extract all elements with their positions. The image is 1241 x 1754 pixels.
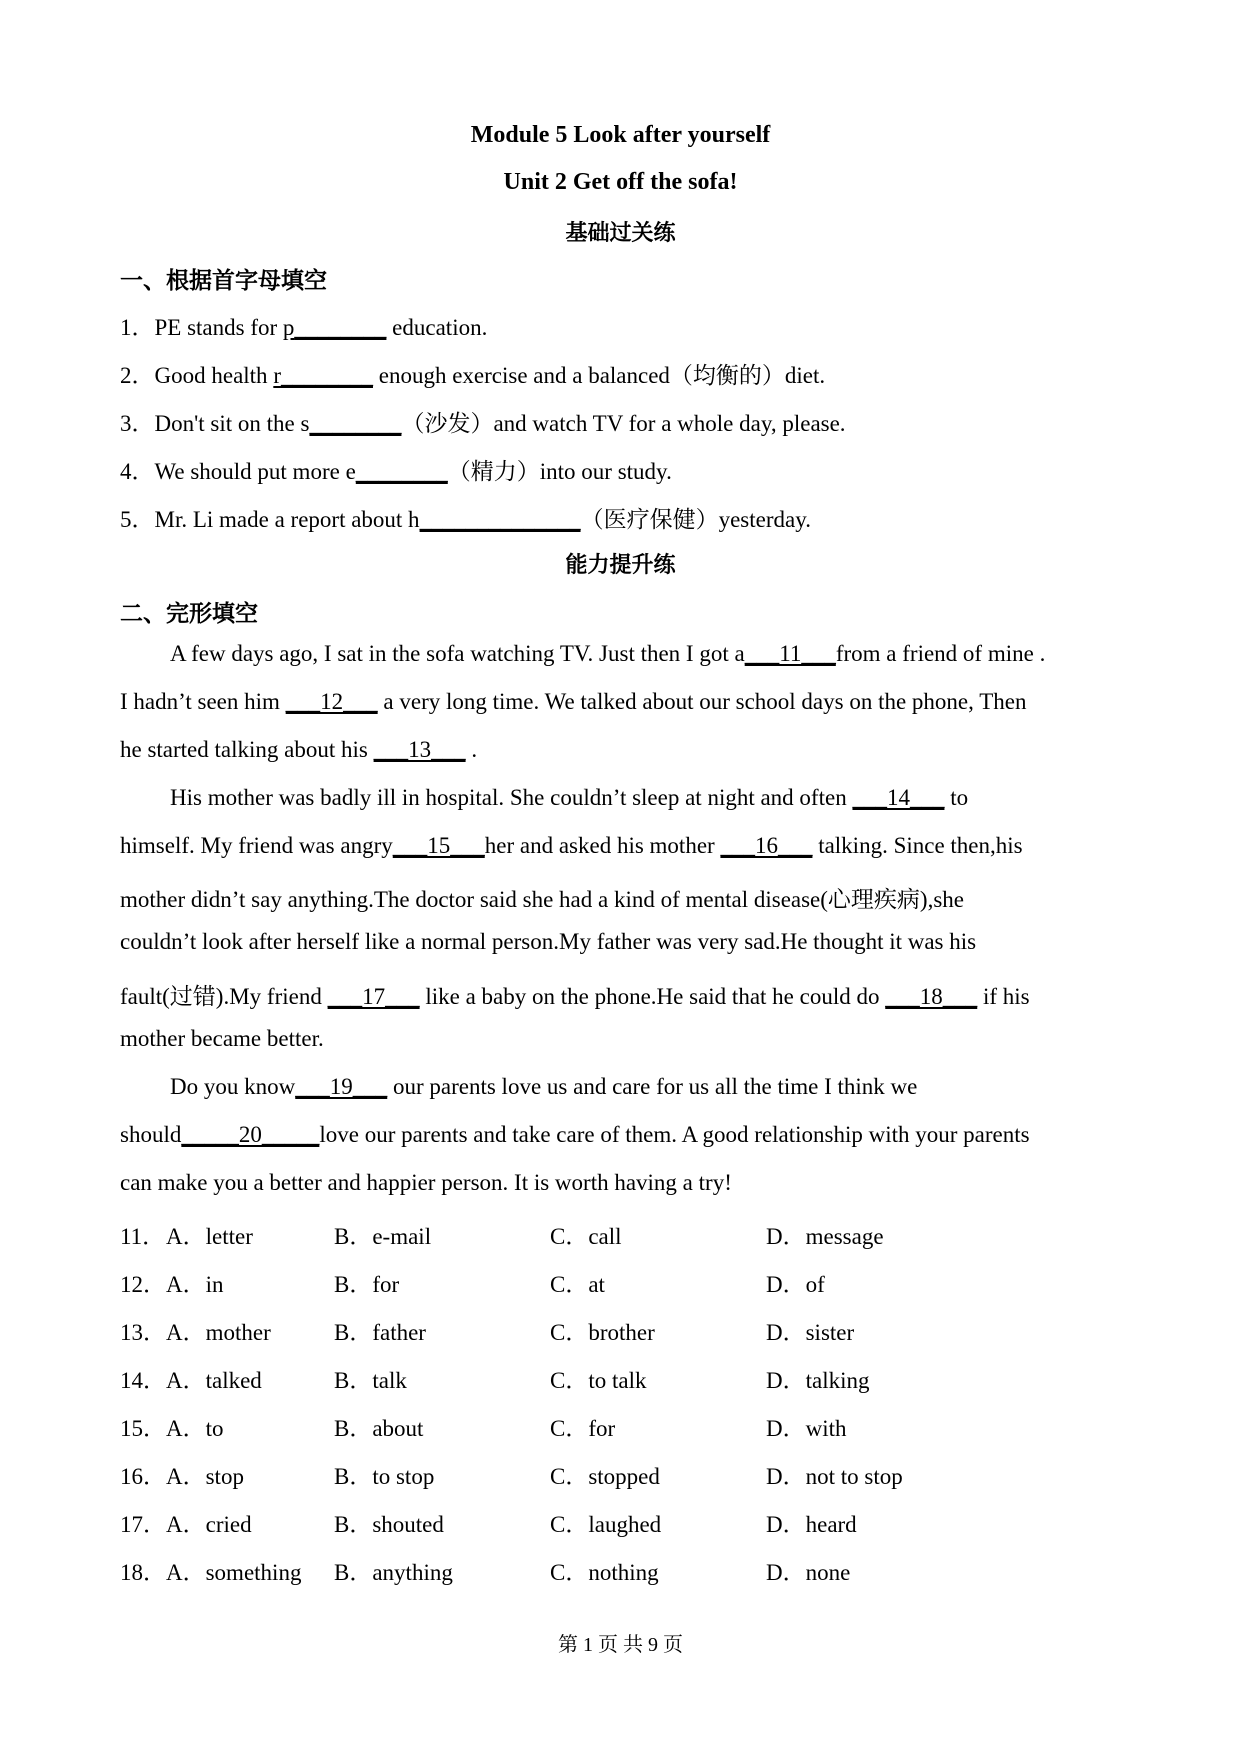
passage-line: himself. My friend was angry___15___her and asked his mother ___16___ talking. Since then,his: [120, 833, 1023, 858]
options-row-16: 16． A．stop B．to stop C．stopped D．not to stop: [120, 1464, 903, 1489]
options-row-12: 12． A．in B．for C．at D．of: [120, 1272, 825, 1297]
options-row-14: 14． A．talked B．talk C．to talk D．talking: [120, 1368, 870, 1393]
part1-heading: 一、根据首字母填空: [120, 268, 327, 294]
passage-line: mother didn’t say anything.The doctor said she had a kind of mental disease(心理疾病),she: [120, 887, 964, 912]
options-row-13: 13． A．mother B．father C．brother D．sister: [120, 1320, 855, 1345]
passage-line: I hadn’t seen him ___12___ a very long time. We talked about our school days on the phone, Then: [120, 689, 1027, 714]
passage-line: can make you a better and happier person. It is worth having a try!: [120, 1170, 732, 1195]
passage-line: A few days ago, I sat in the sofa watching TV. Just then I got a___11___from a friend of mine .: [170, 641, 1046, 666]
part2-heading: 二、完形填空: [120, 601, 258, 627]
fill-item-4: 4．We should put more e________（精力）into our study.: [120, 459, 672, 484]
page-number: 第 1 页 共 9 页: [558, 1634, 683, 1656]
options-row-11: 11． A．letter B．e-mail C．call D．message: [120, 1224, 884, 1249]
passage-line: he started talking about his ___13___ .: [120, 737, 478, 762]
passage-line: Do you know___19___ our parents love us and care for us all the time I think we: [170, 1074, 918, 1099]
passage-line: should_____20_____love our parents and take care of them. A good relationship with your parents: [120, 1122, 1030, 1147]
section-basic-title: 基础过关练: [565, 221, 676, 246]
fill-item-3: 3．Don't sit on the s________（沙发）and watch TV for a whole day, please.: [120, 411, 846, 436]
passage-line: fault(过错).My friend ___17___ like a baby on the phone.He said that he could do ___18___ if his: [120, 984, 1030, 1009]
passage-line: mother became better.: [120, 1026, 324, 1051]
options-row-18: 18． A．something B．anything C．nothing D．none: [120, 1560, 851, 1585]
fill-item-5: 5．Mr. Li made a report about h______________（医疗保健）yesterday.: [120, 507, 811, 532]
section-ability-title: 能力提升练: [565, 553, 676, 578]
options-row-17: 17． A．cried B．shouted C．laughed D．heard: [120, 1512, 857, 1537]
passage-line: couldn’t look after herself like a normal person.My father was very sad.He thought it was his: [120, 929, 977, 954]
unit-title: Unit 2 Get off the sofa!: [503, 169, 738, 195]
passage-line: His mother was badly ill in hospital. She couldn’t sleep at night and often ___14___ to: [170, 785, 969, 810]
fill-item-2: 2．Good health r________ enough exercise and a balanced（均衡的）diet.: [120, 363, 826, 388]
module-title: Module 5 Look after yourself: [470, 122, 771, 148]
options-row-15: 15． A．to B．about C．for D．with: [120, 1416, 847, 1441]
fill-item-1: 1．PE stands for p________ education.: [120, 315, 488, 340]
